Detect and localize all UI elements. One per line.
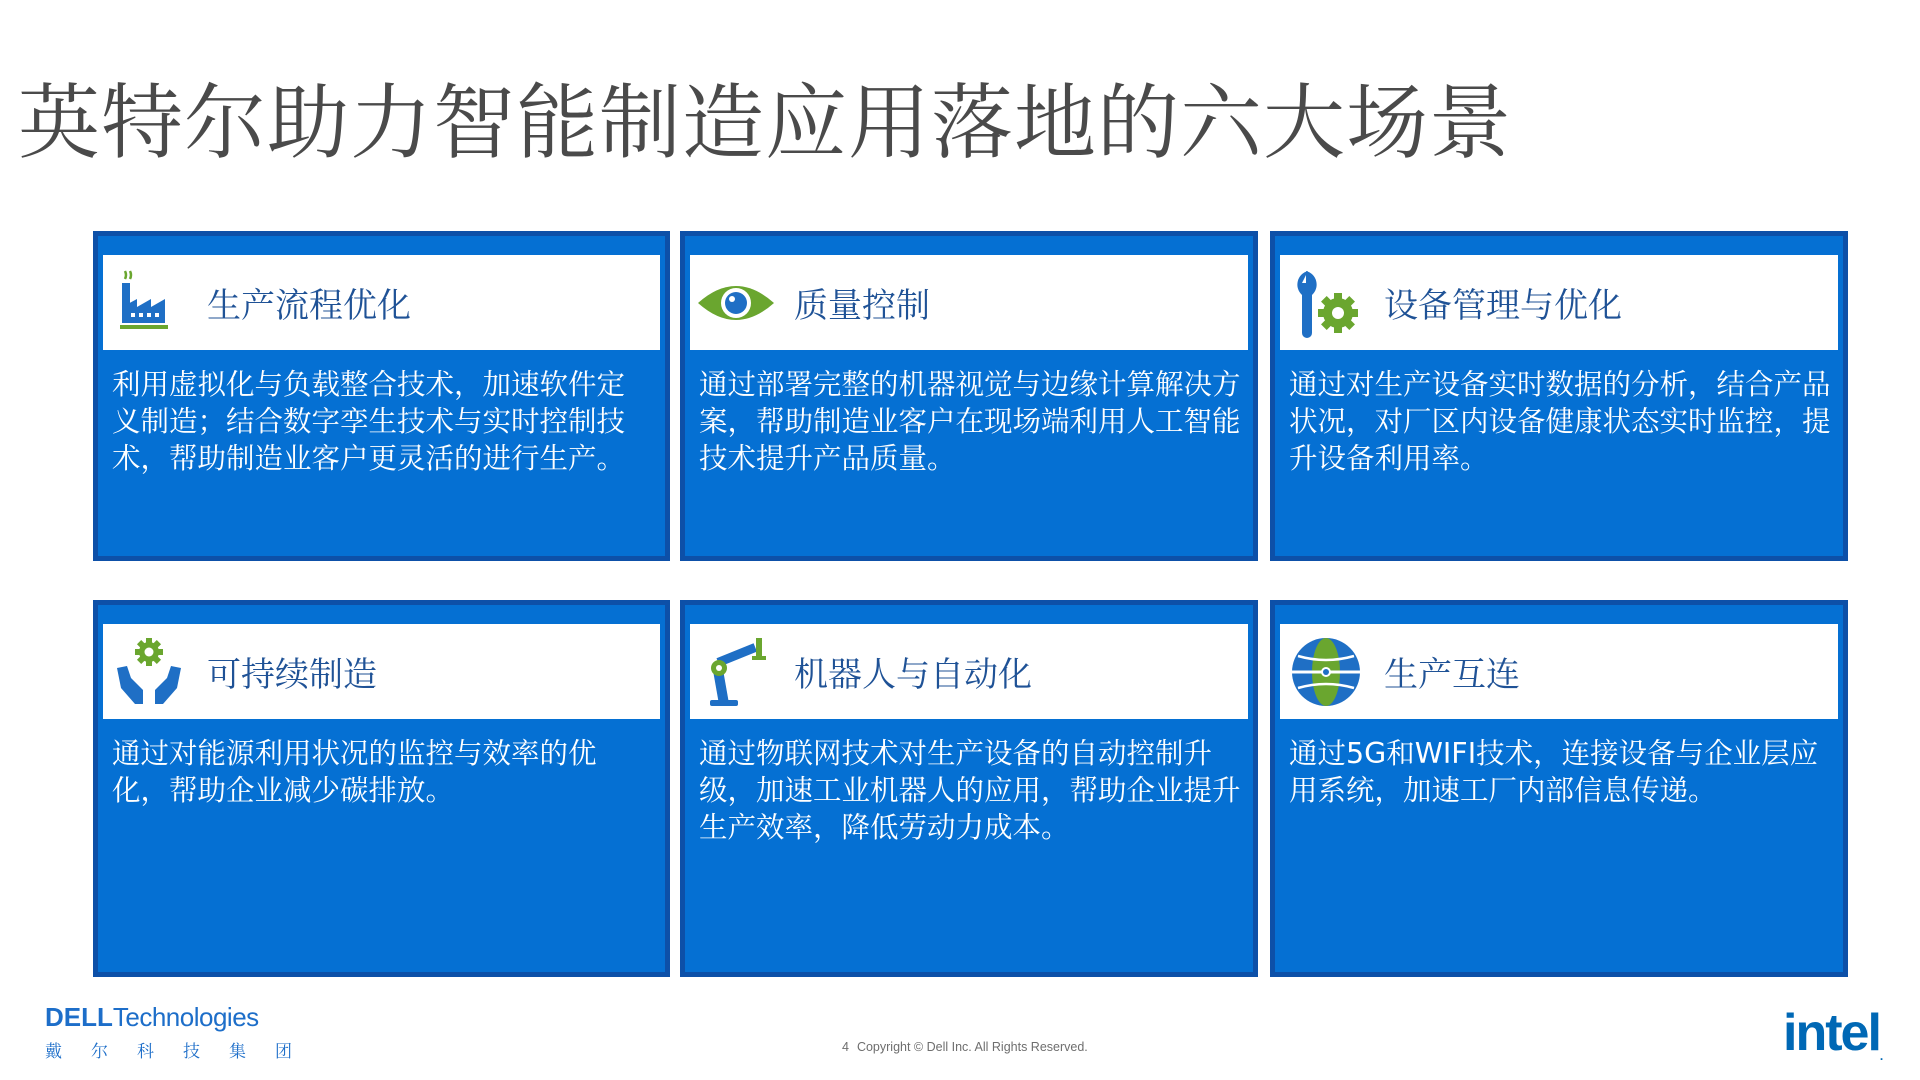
dell-wordmark <box>45 1002 285 1033</box>
intel-logo <box>1783 1003 1883 1063</box>
card-description: 通过对生产设备实时数据的分析，结合产品状况，对厂区内设备健康状态实时监控，提升设备利用率。 <box>1289 368 1831 475</box>
copyright-footer <box>842 1040 1088 1054</box>
intel-brand: intel <box>1783 1004 1880 1062</box>
card-description: 通过对能源利用状况的监控与效率的优化，帮助企业减少碳排放。 <box>112 737 597 807</box>
card-equipment-management <box>1270 231 1848 561</box>
card-header <box>690 255 1248 350</box>
dell-suffix: Technologies <box>112 1002 259 1032</box>
card-header <box>103 624 660 719</box>
card-title: 生产流程优化 <box>207 286 411 326</box>
card-sustainable-manufacturing <box>93 600 670 977</box>
factory-icon <box>105 259 193 347</box>
card-description: 通过部署完整的机器视觉与边缘计算解决方案，帮助制造业客户在现场端利用人工智能技术提升产品质量。 <box>699 368 1241 475</box>
hands-gear-icon <box>105 628 193 716</box>
card-header <box>690 624 1248 719</box>
dell-technologies-logo <box>45 1002 321 1062</box>
eye-icon <box>692 259 780 347</box>
card-title: 设备管理与优化 <box>1384 286 1622 326</box>
dell-chinese-name: 戴尔科技集团 <box>45 1042 321 1062</box>
intel-dot: . <box>1879 1049 1884 1063</box>
dell-brand: DELL <box>45 1002 113 1032</box>
page-title: 英特尔助力智能制造应用落地的六大场景 <box>18 76 1513 171</box>
page-number: 4 <box>842 1040 849 1054</box>
wrench-gear-icon <box>1282 259 1370 347</box>
card-description: 通过物联网技术对生产设备的自动控制升级，加速工业机器人的应用，帮助企业提升生产效率，降低劳动力成本。 <box>699 737 1241 844</box>
card-description: 利用虚拟化与负载整合技术，加速软件定义制造；结合数字孪生技术与实时控制技术，帮助制造业客户更灵活的进行生产。 <box>112 368 626 475</box>
card-header <box>1280 624 1838 719</box>
card-production-optimization <box>93 231 670 561</box>
globe-network-icon <box>1282 628 1370 716</box>
copyright-text: Copyright © Dell Inc. All Rights Reserved. <box>856 1040 1088 1054</box>
card-title: 可持续制造 <box>207 655 377 695</box>
card-header <box>103 255 660 350</box>
card-title: 质量控制 <box>794 286 930 326</box>
card-production-connectivity <box>1270 600 1848 977</box>
robot-arm-icon <box>692 628 780 716</box>
card-title: 生产互连 <box>1384 655 1520 695</box>
card-quality-control <box>680 231 1258 561</box>
card-title: 机器人与自动化 <box>794 655 1032 695</box>
card-header <box>1280 255 1838 350</box>
card-description: 通过5G和WIFI技术，连接设备与企业层应用系统，加速工厂内部信息传递。 <box>1289 737 1819 807</box>
card-robotics-automation <box>680 600 1258 977</box>
